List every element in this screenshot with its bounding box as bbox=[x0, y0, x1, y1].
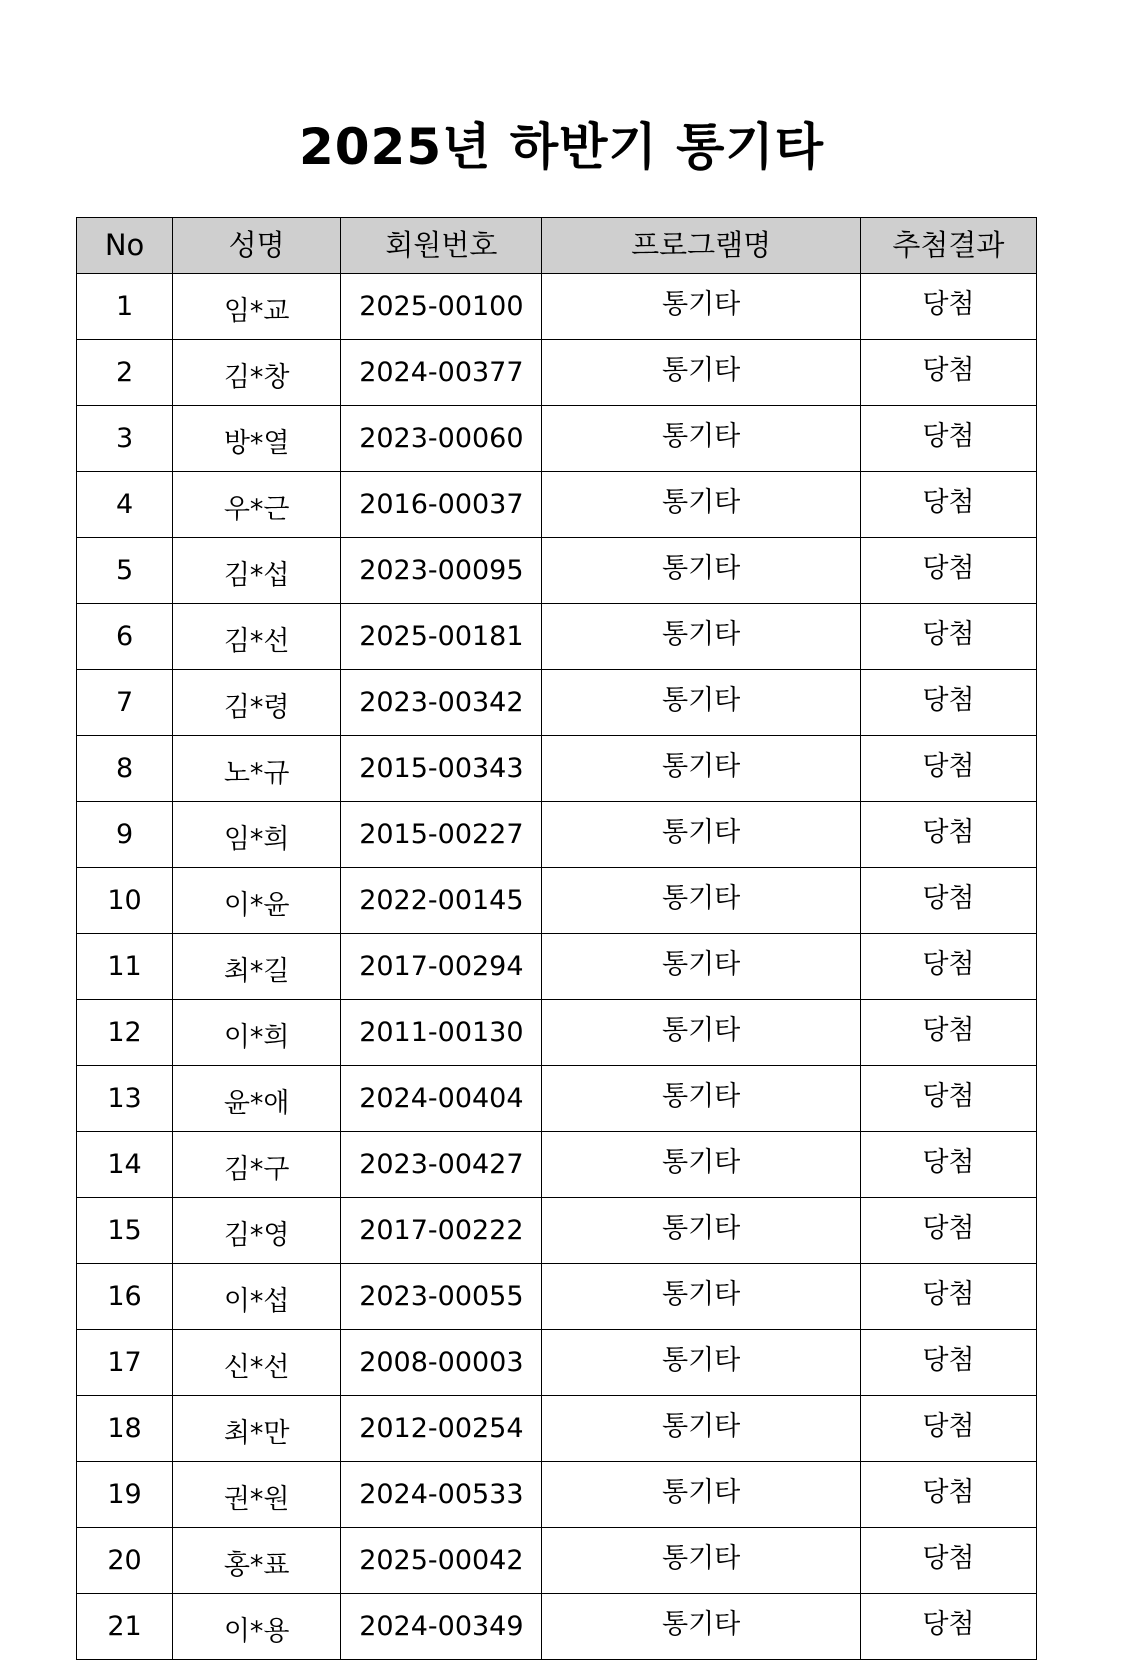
cell-member-id: 2017-00294 bbox=[341, 934, 542, 1000]
cell-no: 5 bbox=[77, 538, 173, 604]
cell-name: 김*령 bbox=[173, 670, 341, 736]
cell-program: 통기타 bbox=[542, 472, 860, 538]
cell-name: 최*길 bbox=[173, 934, 341, 1000]
cell-member-id: 2023-00427 bbox=[341, 1132, 542, 1198]
cell-result: 당첨 bbox=[860, 1198, 1036, 1264]
cell-name: 홍*표 bbox=[173, 1528, 341, 1594]
cell-result: 당첨 bbox=[860, 802, 1036, 868]
cell-member-id: 2015-00343 bbox=[341, 736, 542, 802]
cell-no: 1 bbox=[77, 274, 173, 340]
table-row bbox=[77, 604, 1037, 670]
cell-member-id: 2008-00003 bbox=[341, 1330, 542, 1396]
table-row bbox=[77, 538, 1037, 604]
cell-program: 통기타 bbox=[542, 406, 860, 472]
cell-no: 20 bbox=[77, 1528, 173, 1594]
cell-name: 이*윤 bbox=[173, 868, 341, 934]
cell-result: 당첨 bbox=[860, 1264, 1036, 1330]
table-row bbox=[77, 1132, 1037, 1198]
header-member-id: 회원번호 bbox=[341, 218, 542, 274]
cell-name: 김*창 bbox=[173, 340, 341, 406]
cell-member-id: 2016-00037 bbox=[341, 472, 542, 538]
cell-program: 통기타 bbox=[542, 340, 860, 406]
cell-name: 권*원 bbox=[173, 1462, 341, 1528]
cell-name: 신*선 bbox=[173, 1330, 341, 1396]
cell-result: 당첨 bbox=[860, 406, 1036, 472]
cell-result: 당첨 bbox=[860, 1066, 1036, 1132]
cell-no: 10 bbox=[77, 868, 173, 934]
cell-member-id: 2024-00533 bbox=[341, 1462, 542, 1528]
table-row bbox=[77, 1396, 1037, 1462]
cell-member-id: 2025-00042 bbox=[341, 1528, 542, 1594]
cell-member-id: 2024-00349 bbox=[341, 1594, 542, 1660]
table-row bbox=[77, 472, 1037, 538]
cell-member-id: 2023-00342 bbox=[341, 670, 542, 736]
table-body bbox=[77, 274, 1037, 1660]
cell-result: 당첨 bbox=[860, 1330, 1036, 1396]
cell-result: 당첨 bbox=[860, 1594, 1036, 1660]
cell-program: 통기타 bbox=[542, 868, 860, 934]
cell-result: 당첨 bbox=[860, 934, 1036, 1000]
cell-program: 통기타 bbox=[542, 274, 860, 340]
table-row bbox=[77, 1528, 1037, 1594]
cell-member-id: 2022-00145 bbox=[341, 868, 542, 934]
table-row bbox=[77, 1462, 1037, 1528]
cell-member-id: 2025-00181 bbox=[341, 604, 542, 670]
cell-no: 6 bbox=[77, 604, 173, 670]
cell-no: 17 bbox=[77, 1330, 173, 1396]
cell-name: 최*만 bbox=[173, 1396, 341, 1462]
table-row bbox=[77, 1330, 1037, 1396]
cell-name: 이*희 bbox=[173, 1000, 341, 1066]
cell-program: 통기타 bbox=[542, 1264, 860, 1330]
cell-no: 4 bbox=[77, 472, 173, 538]
cell-program: 통기타 bbox=[542, 1198, 860, 1264]
cell-program: 통기타 bbox=[542, 1528, 860, 1594]
cell-program: 통기타 bbox=[542, 1066, 860, 1132]
header-result: 추첨결과 bbox=[860, 218, 1036, 274]
winners-table bbox=[76, 217, 1037, 1660]
table-row bbox=[77, 1198, 1037, 1264]
cell-no: 3 bbox=[77, 406, 173, 472]
cell-program: 통기타 bbox=[542, 604, 860, 670]
cell-member-id: 2017-00222 bbox=[341, 1198, 542, 1264]
cell-program: 통기타 bbox=[542, 1396, 860, 1462]
cell-no: 14 bbox=[77, 1132, 173, 1198]
cell-result: 당첨 bbox=[860, 604, 1036, 670]
cell-no: 9 bbox=[77, 802, 173, 868]
cell-result: 당첨 bbox=[860, 274, 1036, 340]
cell-program: 통기타 bbox=[542, 670, 860, 736]
cell-result: 당첨 bbox=[860, 340, 1036, 406]
table-row bbox=[77, 1000, 1037, 1066]
cell-result: 당첨 bbox=[860, 1396, 1036, 1462]
cell-no: 12 bbox=[77, 1000, 173, 1066]
table-row bbox=[77, 802, 1037, 868]
cell-program: 통기타 bbox=[542, 736, 860, 802]
cell-member-id: 2024-00377 bbox=[341, 340, 542, 406]
cell-no: 19 bbox=[77, 1462, 173, 1528]
cell-no: 21 bbox=[77, 1594, 173, 1660]
cell-result: 당첨 bbox=[860, 868, 1036, 934]
cell-program: 통기타 bbox=[542, 934, 860, 1000]
cell-member-id: 2023-00055 bbox=[341, 1264, 542, 1330]
cell-no: 13 bbox=[77, 1066, 173, 1132]
cell-program: 통기타 bbox=[542, 802, 860, 868]
table-row bbox=[77, 1066, 1037, 1132]
cell-program: 통기타 bbox=[542, 1132, 860, 1198]
cell-name: 윤*애 bbox=[173, 1066, 341, 1132]
cell-program: 통기타 bbox=[542, 1330, 860, 1396]
cell-name: 이*용 bbox=[173, 1594, 341, 1660]
cell-no: 15 bbox=[77, 1198, 173, 1264]
cell-program: 통기타 bbox=[542, 1000, 860, 1066]
cell-program: 통기타 bbox=[542, 1462, 860, 1528]
cell-member-id: 2011-00130 bbox=[341, 1000, 542, 1066]
page-title: 2025년 하반기 통기타 bbox=[298, 117, 825, 176]
table-row bbox=[77, 670, 1037, 736]
cell-result: 당첨 bbox=[860, 1000, 1036, 1066]
cell-name: 우*근 bbox=[173, 472, 341, 538]
cell-no: 7 bbox=[77, 670, 173, 736]
header-program: 프로그램명 bbox=[542, 218, 860, 274]
header-row bbox=[77, 218, 1037, 274]
table-row bbox=[77, 934, 1037, 1000]
cell-name: 김*영 bbox=[173, 1198, 341, 1264]
cell-program: 통기타 bbox=[542, 538, 860, 604]
cell-member-id: 2023-00060 bbox=[341, 406, 542, 472]
cell-result: 당첨 bbox=[860, 1132, 1036, 1198]
table-row bbox=[77, 1264, 1037, 1330]
cell-no: 18 bbox=[77, 1396, 173, 1462]
header-no: No bbox=[77, 218, 173, 274]
header-name: 성명 bbox=[173, 218, 341, 274]
cell-member-id: 2015-00227 bbox=[341, 802, 542, 868]
cell-program: 통기타 bbox=[542, 1594, 860, 1660]
table-row bbox=[77, 1594, 1037, 1660]
cell-name: 임*교 bbox=[173, 274, 341, 340]
table-row bbox=[77, 736, 1037, 802]
cell-name: 이*섭 bbox=[173, 1264, 341, 1330]
table-row bbox=[77, 406, 1037, 472]
table-header bbox=[77, 218, 1037, 274]
cell-name: 김*선 bbox=[173, 604, 341, 670]
cell-name: 방*열 bbox=[173, 406, 341, 472]
cell-member-id: 2023-00095 bbox=[341, 538, 542, 604]
cell-result: 당첨 bbox=[860, 472, 1036, 538]
cell-name: 임*희 bbox=[173, 802, 341, 868]
cell-member-id: 2025-00100 bbox=[341, 274, 542, 340]
cell-member-id: 2024-00404 bbox=[341, 1066, 542, 1132]
cell-no: 2 bbox=[77, 340, 173, 406]
table-row bbox=[77, 340, 1037, 406]
cell-no: 8 bbox=[77, 736, 173, 802]
cell-result: 당첨 bbox=[860, 1462, 1036, 1528]
cell-result: 당첨 bbox=[860, 538, 1036, 604]
table-row bbox=[77, 274, 1037, 340]
cell-member-id: 2012-00254 bbox=[341, 1396, 542, 1462]
cell-no: 11 bbox=[77, 934, 173, 1000]
cell-name: 김*구 bbox=[173, 1132, 341, 1198]
table-row bbox=[77, 868, 1037, 934]
cell-name: 김*섭 bbox=[173, 538, 341, 604]
cell-result: 당첨 bbox=[860, 1528, 1036, 1594]
cell-no: 16 bbox=[77, 1264, 173, 1330]
cell-result: 당첨 bbox=[860, 670, 1036, 736]
cell-name: 노*규 bbox=[173, 736, 341, 802]
cell-result: 당첨 bbox=[860, 736, 1036, 802]
